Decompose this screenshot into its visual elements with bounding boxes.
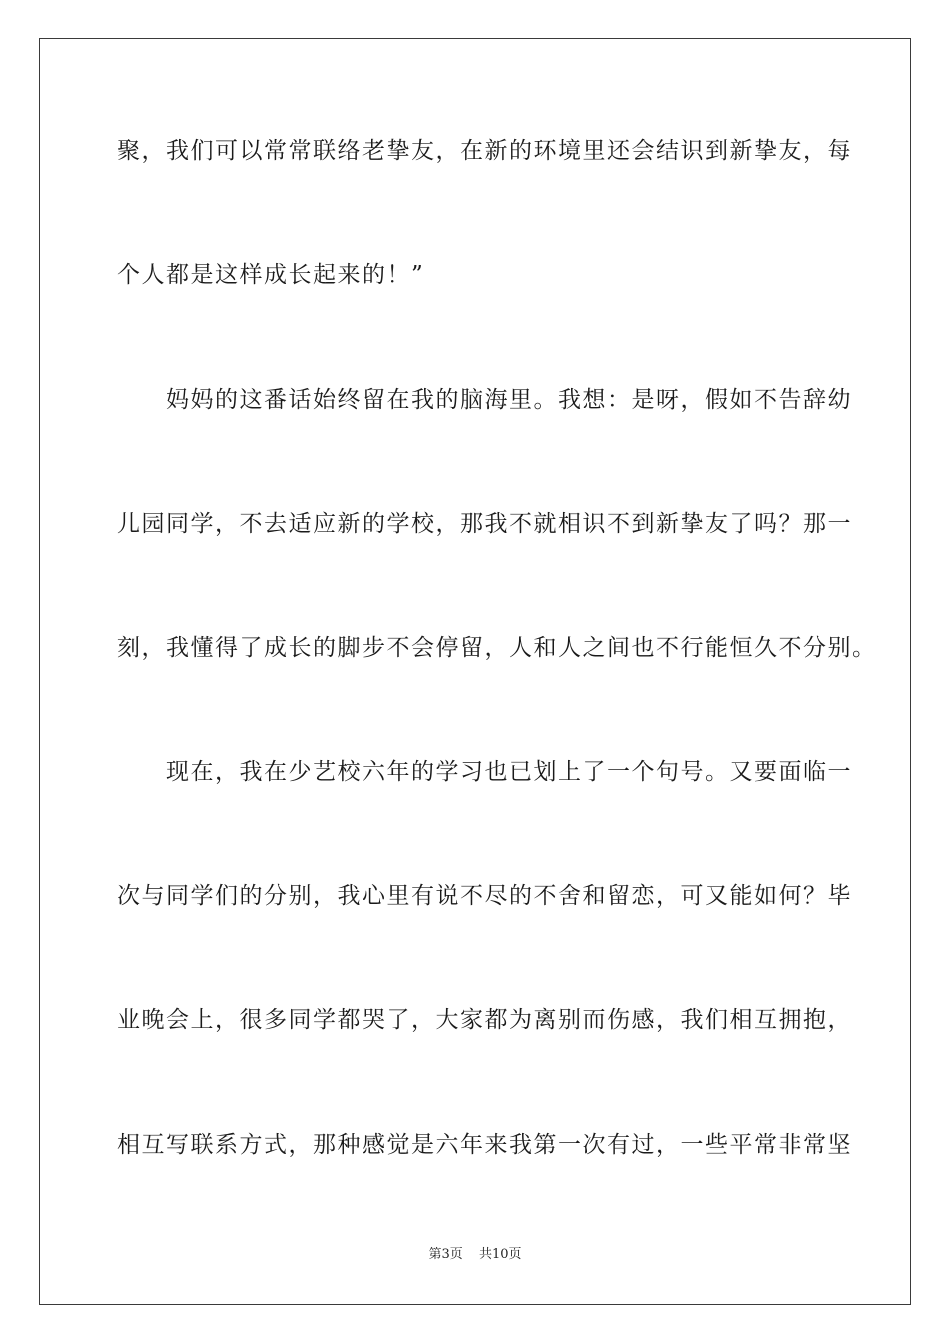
text-line: 相互写联系方式，那种感觉是六年来我第一次有过，一些平常非常坚 xyxy=(117,1132,852,1158)
text-line: 刻，我懂得了成长的脚步不会停留，人和人之间也不行能恒久不分别。 xyxy=(117,635,877,661)
page-total: 共10页 xyxy=(478,1247,522,1262)
text-line: 次与同学们的分别，我心里有说不尽的不舍和留恋，可又能如何？毕 xyxy=(117,883,852,909)
paragraph-start-line: 妈妈的这番话始终留在我的脑海里。我想：是呀，假如不告辞幼 xyxy=(117,387,852,413)
text-line: 业晚会上，很多同学都哭了，大家都为离别而伤感，我们相互拥抱， xyxy=(117,1007,852,1033)
page-border xyxy=(39,38,911,1305)
page-number: 第3页 xyxy=(428,1247,463,1262)
paragraph-start-line: 现在，我在少艺校六年的学习也已划上了一个句号。又要面临一 xyxy=(117,759,852,785)
text-line: 聚，我们可以常常联络老挚友，在新的环境里还会结识到新挚友，每 xyxy=(117,138,852,164)
text-line: 个人都是这样成长起来的！” xyxy=(117,262,425,288)
page-footer xyxy=(0,1247,950,1263)
text-line: 儿园同学，不去适应新的学校，那我不就相识不到新挚友了吗？那一 xyxy=(117,511,852,537)
